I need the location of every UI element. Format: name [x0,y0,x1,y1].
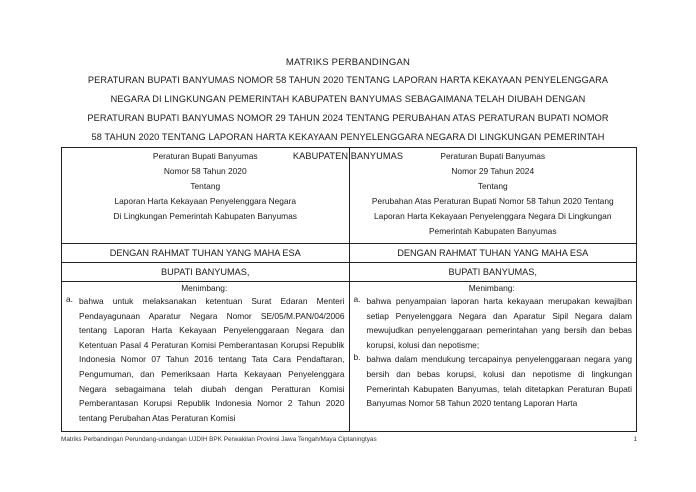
menimbang-label: Menimbang: [181,283,228,293]
left-rahmat: DENGAN RAHMAT TUHAN YANG MAHA ESA [62,244,350,263]
clause-letter: a. [353,294,361,304]
subtitle-line: PERATURAN BUPATI BANYUMAS NOMOR 29 TAHUN 2024 TENTANG PERUBAHAN ATAS PERATURAN BUPATI NOMOR [87,113,609,123]
clause-item [350,352,635,410]
right-considerations [349,282,637,432]
page-footer [61,436,637,443]
left-bupati: BUPATI BANYUMAS, [62,263,350,282]
heading-line: Di Lingkungan Pemerintah Kabupaten Banyumas [113,211,297,221]
clause-letter: b. [353,352,361,363]
clause-text: bahwa penyampaian laporan harta kekayaan merupakan kewajiban setiap Penyelenggara Negara dan Aparatur Sipil Negara dalam mewujudkan penyelenggaraan pemerintahan yang bersih dan bebas korupsi, kolusi dan nepotisme; [366,296,632,350]
table-row-bupati [62,263,637,282]
page-number: 1 [633,436,637,443]
heading-line: Peraturan Bupati Banyumas [152,151,258,161]
clause-text: bahwa dalam mendukung tercapainya penyelenggaraan negara yang bersih dan bebas korupsi, kolusi dan nepotisme di lingkungan Pemerintah Kabupaten Banyumas, telah ditetapkan Peraturan Bupati Banyumas Nomor 58 Tahun 2020 tentang Laporan Harta [366,354,632,409]
left-regulation-heading [62,148,350,244]
subtitle-line: NEGARA DI LINGKUNGAN PEMERINTAH KABUPATEN BANYUMAS SEBAGAIMANA TELAH DIUBAH DENGAN [110,94,586,104]
clause-item [350,294,635,352]
clause-item [62,294,347,425]
heading-line: Tentang [477,181,508,191]
table-row-headings [62,148,637,244]
heading-line: Nomor 58 Tahun 2020 [163,166,247,176]
footer-text: Matriks Perbandingan Perundang-undangan UJDIH BPK Perwakilan Provinsi Jawa Tengah/Maya Ciptaningtyas [61,436,377,443]
heading-line: Tentang [190,181,221,191]
heading-line: Perubahan Atas Peraturan Bupati Nomor 58 Tahun 2020 Tentang [371,196,614,206]
menimbang-label: Menimbang: [468,283,515,293]
subtitle-line: KABUPATEN BANYUMAS [292,151,404,161]
heading-line: Peraturan Bupati Banyumas [440,151,546,161]
right-bupati: BUPATI BANYUMAS, [349,263,637,282]
right-rahmat: DENGAN RAHMAT TUHAN YANG MAHA ESA [349,244,637,263]
table-row-rahmat [62,244,637,263]
heading-line: Laporan Harta Kekayaan Penyelenggara Negara Di Lingkungan [374,211,612,221]
clause-letter: a. [66,294,73,304]
heading-line: Laporan Harta Kekayaan Penyelenggara Negara [114,196,297,206]
clause-text: bahwa untuk melaksanakan ketentuan Surat Edaran Menteri Pendayagunaan Aparatur Negara Nomor SE/05/M.PAN/04/2006 tentang Laporan Harta Kekayaan Penyelenggaraan Negara dan Ketentuan Pasal 4 Peraturan Komisi Pemberantasan Korupsi Republik Indonesia Nomor 07 Tahun 2016 tentang Tata Cara Pendaftaran, Pengumuman, dan Pemeriksaan Harta Kekayaan Penyelenggara Negara sebagaimana telah diubah dengan Peratturan Komisi Pemberantasan Korupsi Republik Indonesia Nomor 2 Tahun 2020 tentang Perubahan Atas Peraturan Komisi [79,296,345,423]
heading-line: Nomor 29 Tahun 2024 [451,166,535,176]
left-considerations [62,282,350,432]
document-title: MATRIKS PERBANDINGAN [285,57,411,68]
comparison-table [61,147,637,432]
subtitle-line: 58 TAHUN 2020 TENTANG LAPORAN HARTA KEKAYAAN PENYELENGGARA NEGARA DI LINGKUNGAN PEMERINTAH [91,132,605,142]
right-regulation-heading [349,148,637,244]
subtitle-line: PERATURAN BUPATI BANYUMAS NOMOR 58 TAHUN 2020 TENTANG LAPORAN HARTA KEKAYAAN PENYELENGGARA [87,75,609,85]
table-row-considerations [62,282,637,432]
heading-line: Pemerintah Kabupaten Banyumas [428,226,557,236]
